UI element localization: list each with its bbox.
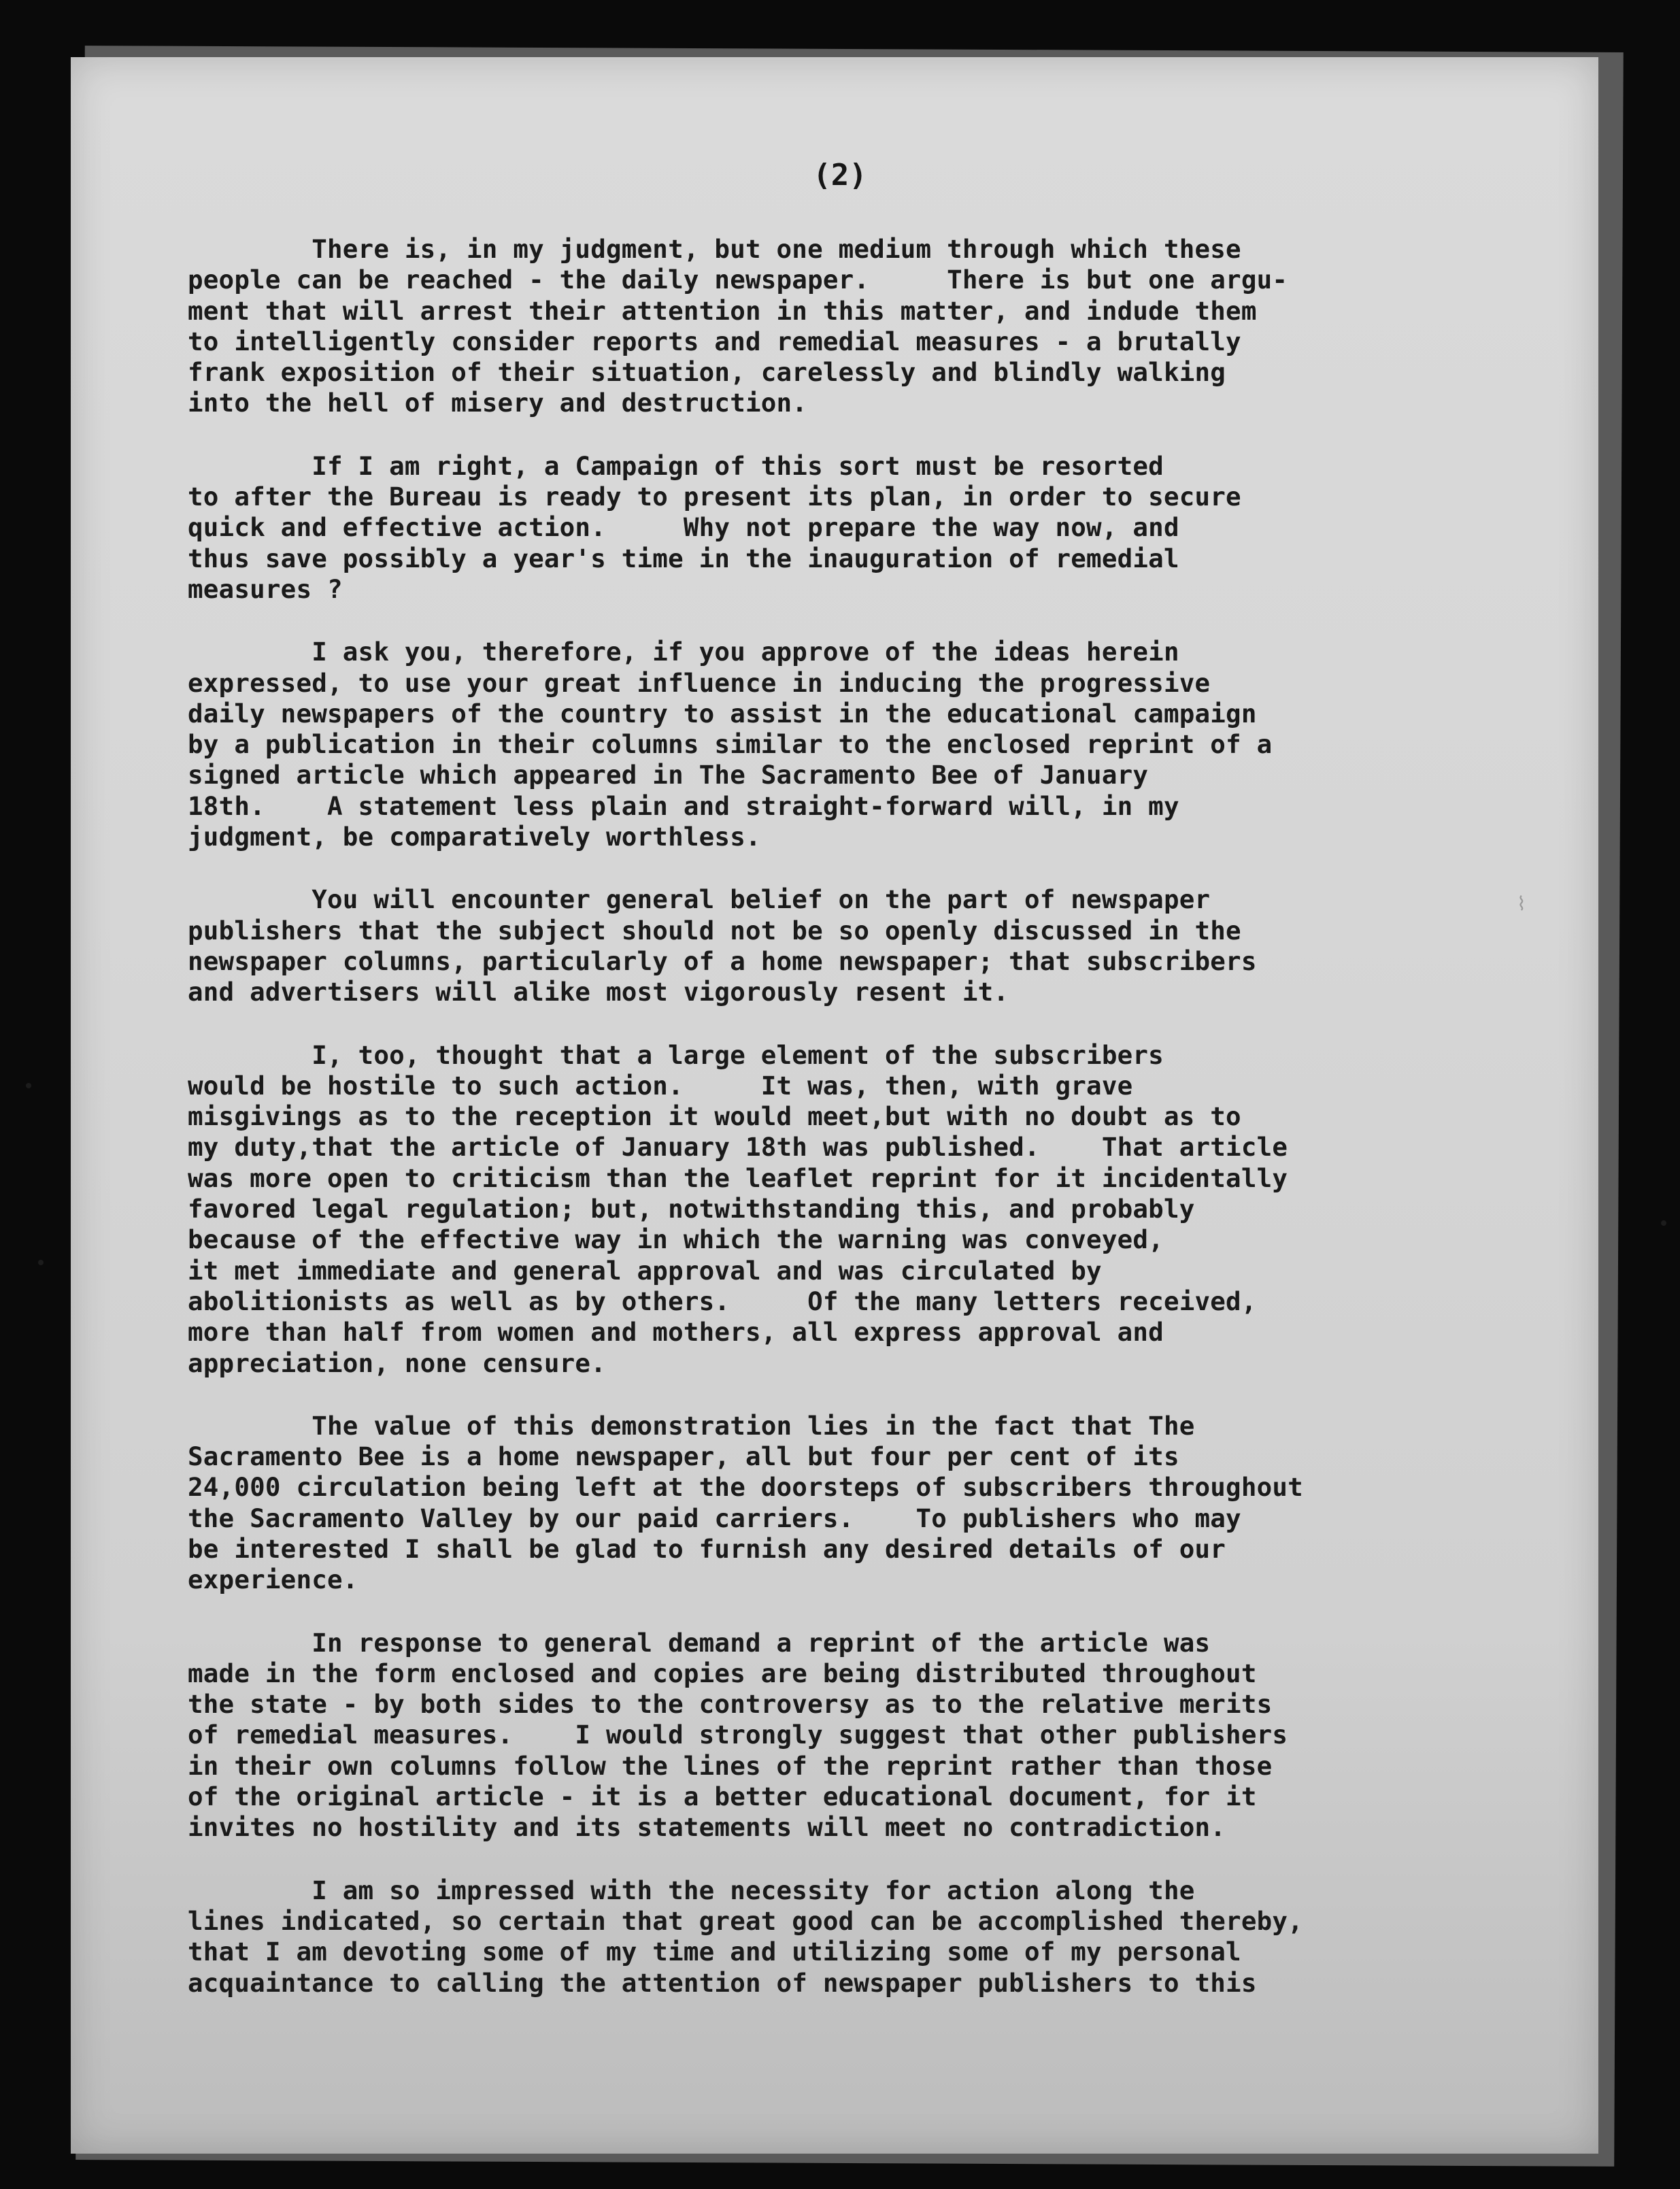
page-number: (2) — [813, 158, 867, 193]
letter-body — [188, 234, 1514, 2031]
paragraph — [188, 1875, 1514, 1999]
text-line: newspaper columns, particularly of a home newspaper; that subscribers — [188, 946, 1257, 976]
paragraph — [188, 1628, 1514, 1843]
text-line: it met immediate and general approval and was circulated by — [188, 1255, 1102, 1286]
text-line: would be hostile to such action. It was, then, with grave — [188, 1070, 1133, 1101]
text-line: people can be reached - the daily newspaper. There is but one argu- — [188, 265, 1288, 295]
text-line: ment that will arrest their attention in this matter, and indude them — [188, 295, 1257, 326]
text-line: more than half from women and mothers, all express approval and — [188, 1317, 1164, 1348]
text-line: You will encounter general belief on the part of newspaper — [188, 884, 1211, 915]
text-line: expressed, to use your great influence in inducing the progressive — [188, 667, 1211, 698]
text-line: in their own columns follow the lines of the reprint rather than those — [188, 1750, 1273, 1781]
text-line: lines indicated, so certain that great good can be accomplished thereby, — [188, 1905, 1303, 1936]
text-line: of the original article - it is a better educational document, for it — [188, 1782, 1257, 1812]
text-line: the Sacramento Valley by our paid carriers. To publishers who may — [188, 1503, 1241, 1533]
paragraph — [188, 234, 1514, 419]
text-line: be interested I shall be glad to furnish any desired details of our — [188, 1533, 1226, 1564]
text-line: abolitionists as well as by others. Of the many letters received, — [188, 1286, 1257, 1316]
text-line: frank exposition of their situation, carelessly and blindly walking — [188, 357, 1226, 388]
text-line: experience. — [188, 1565, 358, 1595]
text-line: publishers that the subject should not be so openly discussed in the — [188, 915, 1241, 946]
text-line: made in the form enclosed and copies are being distributed throughout — [188, 1658, 1257, 1688]
text-line: appreciation, none censure. — [188, 1348, 606, 1378]
paragraph — [188, 1411, 1514, 1596]
text-line: measures ? — [188, 573, 343, 604]
faint-margin-smudge: ⌇ — [1517, 892, 1526, 915]
text-line: the state - by both sides to the controversy as to the relative merits — [188, 1689, 1273, 1720]
text-line: was more open to criticism than the leaflet reprint for it incidentally — [188, 1163, 1288, 1193]
text-line: invites no hostility and its statements will meet no contradiction. — [188, 1812, 1226, 1843]
text-line: judgment, be comparatively worthless. — [188, 822, 761, 852]
text-line: favored legal regulation; but, notwithstanding this, and probably — [188, 1194, 1195, 1224]
text-line: There is, in my judgment, but one medium through which these — [188, 234, 1241, 264]
text-line: to after the Bureau is ready to present its plan, in order to secure — [188, 482, 1241, 512]
text-line: 24,000 circulation being left at the doorsteps of subscribers throughout — [188, 1472, 1303, 1503]
text-line: thus save possibly a year's time in the inauguration of remedial — [188, 543, 1179, 573]
scan-speck — [38, 1260, 44, 1265]
text-line: because of the effective way in which the warning was conveyed, — [188, 1224, 1164, 1255]
text-line: signed article which appeared in The Sacramento Bee of January — [188, 760, 1149, 790]
paragraph — [188, 1040, 1514, 1379]
text-line: daily newspapers of the country to assist in the educational campaign — [188, 698, 1257, 729]
paragraph — [188, 884, 1514, 1007]
text-line: I am so impressed with the necessity for action along the — [188, 1875, 1195, 1905]
text-line: and advertisers will alike most vigorously resent it. — [188, 977, 1009, 1007]
text-line: into the hell of misery and destruction. — [188, 388, 808, 418]
text-line: to intelligently consider reports and remedial measures - a brutally — [188, 326, 1241, 356]
text-line: quick and effective action. Why not prepare the way now, and — [188, 512, 1179, 543]
text-line: misgivings as to the reception it would meet,but with no doubt as to — [188, 1101, 1241, 1132]
text-line: I ask you, therefore, if you approve of the ideas herein — [188, 637, 1179, 667]
text-line: I, too, thought that a large element of the subscribers — [188, 1039, 1164, 1070]
scan-speck — [26, 1083, 31, 1088]
text-line: that I am devoting some of my time and utilizing some of my personal — [188, 1937, 1241, 1967]
paragraph — [188, 637, 1514, 852]
text-line: of remedial measures. I would strongly suggest that other publishers — [188, 1720, 1288, 1750]
text-line: In response to general demand a reprint of the article was — [188, 1627, 1211, 1658]
scan-speck — [1661, 1220, 1666, 1226]
text-line: If I am right, a Campaign of this sort must be resorted — [188, 450, 1164, 481]
text-line: 18th. A statement less plain and straight-forward will, in my — [188, 790, 1179, 821]
text-line: acquaintance to calling the attention of newspaper publishers to this — [188, 1967, 1257, 1998]
text-line: my duty,that the article of January 18th was published. That article — [188, 1132, 1288, 1163]
text-line: by a publication in their columns similar to the enclosed reprint of a — [188, 729, 1273, 760]
text-line: Sacramento Bee is a home newspaper, all but four per cent of its — [188, 1441, 1179, 1472]
paragraph — [188, 451, 1514, 605]
text-line: The value of this demonstration lies in the fact that The — [188, 1410, 1195, 1441]
